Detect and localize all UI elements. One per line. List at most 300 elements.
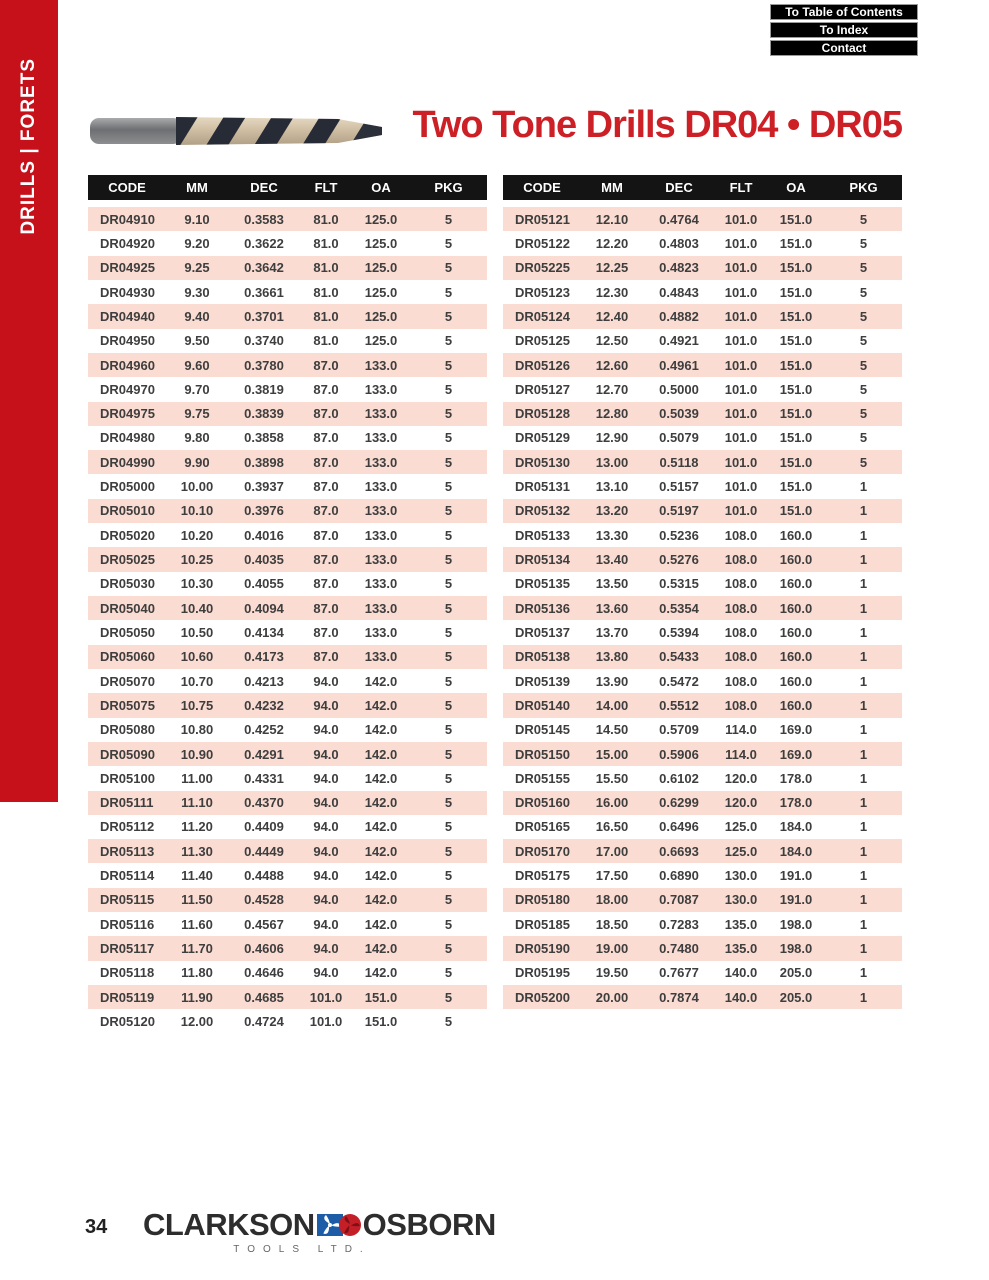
- table-row: [503, 499, 902, 523]
- table-cell: 1: [859, 746, 868, 762]
- table-cell: 101.0: [724, 503, 758, 519]
- table-cell: DR05165: [515, 819, 570, 835]
- table-cell: 0.5000: [659, 381, 699, 397]
- table-cell: 101.0: [724, 284, 758, 300]
- table-cell: 142.0: [364, 941, 398, 957]
- table-row: [88, 693, 487, 717]
- table-cell: DR04930: [100, 284, 155, 300]
- table-cell: 10.25: [180, 552, 214, 568]
- table-cell: 151.0: [779, 454, 813, 470]
- table-cell: 101.0: [309, 1013, 343, 1029]
- table-cell: 191.0: [779, 868, 813, 884]
- table-cell: DR05113: [100, 843, 155, 859]
- table-cell: 101.0: [724, 357, 758, 373]
- table-cell: 133.0: [364, 624, 398, 640]
- table-cell: DR05117: [100, 941, 155, 957]
- table-cell: 0.4882: [659, 308, 699, 324]
- table-cell: 1: [859, 600, 868, 616]
- table-row: [503, 547, 902, 571]
- table-cell: 94.0: [313, 673, 339, 689]
- table-row: [503, 353, 902, 377]
- table-cell: 0.5394: [659, 624, 699, 640]
- table-cell: 5: [444, 211, 453, 227]
- column-header-pkg: PKG: [434, 180, 463, 195]
- table-row: [503, 645, 902, 669]
- table-cell: 87.0: [313, 576, 339, 592]
- table-cell: 13.70: [595, 624, 629, 640]
- table-cell: 15.00: [595, 746, 629, 762]
- table-cell: 178.0: [779, 770, 813, 786]
- table-cell: 125.0: [364, 308, 398, 324]
- table-cell: 11.70: [181, 941, 213, 957]
- table-cell: 125.0: [364, 284, 398, 300]
- table-cell: 87.0: [313, 454, 339, 470]
- table-cell: DR05000: [100, 479, 155, 495]
- table-cell: 151.0: [779, 235, 813, 251]
- table-cell: 0.6890: [659, 868, 699, 884]
- table-cell: 0.4370: [244, 795, 284, 811]
- table-cell: 13.30: [595, 527, 629, 543]
- table-cell: DR05190: [515, 941, 570, 957]
- table-cell: 5: [859, 381, 868, 397]
- table-cell: 5: [444, 552, 453, 568]
- table-cell: 0.4528: [244, 892, 284, 908]
- table-cell: DR05132: [515, 503, 570, 519]
- table-cell: 0.4961: [659, 357, 699, 373]
- table-row: [503, 936, 902, 960]
- column-header-code: CODE: [108, 180, 146, 195]
- table-cell: 198.0: [779, 941, 813, 957]
- table-cell: 101.0: [724, 308, 758, 324]
- table-cell: 142.0: [364, 892, 398, 908]
- table-cell: 151.0: [779, 260, 813, 276]
- table-cell: DR05010: [100, 503, 155, 519]
- table-cell: 1: [859, 916, 868, 932]
- table-cell: DR05050: [100, 624, 155, 640]
- table-cell: 142.0: [364, 722, 398, 738]
- table-cell: 5: [444, 406, 453, 422]
- table-cell: 0.5197: [659, 503, 699, 519]
- table-cell: 5: [859, 284, 868, 300]
- table-cell: 10.00: [180, 479, 214, 495]
- column-header-dec: DEC: [665, 180, 693, 195]
- table-row: [503, 742, 902, 766]
- company-logo: [143, 1208, 496, 1242]
- table-cell: 0.4921: [659, 333, 699, 349]
- table-cell: 0.3819: [244, 381, 284, 397]
- table-cell: 5: [444, 916, 453, 932]
- column-header-pkg: PKG: [849, 180, 878, 195]
- table-cell: 151.0: [364, 989, 398, 1005]
- nav-table-of-contents-button[interactable]: To Table of Contents: [770, 4, 918, 20]
- table-cell: DR05134: [515, 552, 570, 568]
- table-row: [503, 912, 902, 936]
- table-cell: 87.0: [313, 600, 339, 616]
- table-row: [88, 547, 487, 571]
- table-cell: 0.4764: [659, 211, 699, 227]
- table-cell: 130.0: [724, 892, 758, 908]
- table-cell: 19.50: [595, 965, 629, 981]
- table-row: [88, 936, 487, 960]
- table-cell: 9.70: [184, 381, 210, 397]
- table-cell: 160.0: [779, 600, 813, 616]
- table-row: [88, 572, 487, 596]
- table-cell: 10.60: [180, 649, 214, 665]
- table-cell: 125.0: [724, 843, 758, 859]
- table-cell: 125.0: [724, 819, 758, 835]
- table-cell: 5: [444, 941, 453, 957]
- table-cell: 0.5118: [659, 454, 699, 470]
- table-row: [503, 839, 902, 863]
- table-cell: 1: [859, 965, 868, 981]
- table-cell: DR04990: [100, 454, 155, 470]
- table-cell: 5: [444, 649, 453, 665]
- page-number: 34: [85, 1216, 108, 1238]
- table-cell: 87.0: [313, 649, 339, 665]
- nav-index-button[interactable]: To Index: [770, 22, 918, 38]
- table-cell: 133.0: [364, 454, 398, 470]
- table-cell: 133.0: [364, 479, 398, 495]
- table-cell: 11.10: [181, 795, 213, 811]
- table-cell: 125.0: [364, 333, 398, 349]
- table-cell: 0.3898: [244, 454, 284, 470]
- table-cell: DR05150: [515, 746, 570, 762]
- table-cell: DR05070: [100, 673, 155, 689]
- table-row: [503, 863, 902, 887]
- table-cell: 10.30: [180, 576, 214, 592]
- table-cell: 1: [859, 576, 868, 592]
- table-cell: 12.50: [595, 333, 629, 349]
- table-row: [88, 304, 487, 328]
- table-cell: 5: [444, 795, 453, 811]
- table-cell: DR05119: [100, 989, 155, 1005]
- table-cell: 151.0: [779, 284, 813, 300]
- table-cell: 5: [859, 357, 868, 373]
- table-cell: 160.0: [779, 576, 813, 592]
- table-cell: 160.0: [779, 527, 813, 543]
- table-cell: 0.3740: [244, 333, 284, 349]
- table-row: [503, 888, 902, 912]
- table-cell: 5: [444, 697, 453, 713]
- table-row: [88, 402, 487, 426]
- table-cell: DR04975: [100, 406, 155, 422]
- table-cell: 94.0: [313, 965, 339, 981]
- table-row: [88, 888, 487, 912]
- table-cell: 5: [444, 479, 453, 495]
- table-cell: 10.70: [180, 673, 214, 689]
- table-cell: 101.0: [309, 989, 343, 1005]
- table-cell: 5: [444, 308, 453, 324]
- table-row: [88, 426, 487, 450]
- table-cell: DR05185: [515, 916, 570, 932]
- table-cell: DR04925: [100, 260, 155, 276]
- table-cell: 12.90: [595, 430, 629, 446]
- table-cell: 205.0: [779, 965, 813, 981]
- table-row: [503, 718, 902, 742]
- column-header-dec: DEC: [250, 180, 278, 195]
- table-cell: 5: [444, 430, 453, 446]
- table-cell: 0.3661: [244, 284, 284, 300]
- table-row: [503, 329, 902, 353]
- table-row: [503, 474, 902, 498]
- table-cell: 9.25: [184, 260, 210, 276]
- column-header-oa: OA: [371, 180, 391, 195]
- table-cell: 13.40: [595, 552, 629, 568]
- drill-table-dr04: [88, 175, 487, 1034]
- column-header-flt: FLT: [729, 180, 753, 195]
- table-cell: DR05180: [515, 892, 570, 908]
- table-cell: 16.00: [595, 795, 629, 811]
- table-cell: 125.0: [364, 211, 398, 227]
- table-cell: 12.10: [595, 211, 629, 227]
- table-row: [503, 572, 902, 596]
- column-header-code: CODE: [523, 180, 561, 195]
- table-body: [88, 207, 487, 1034]
- table-cell: 94.0: [313, 941, 339, 957]
- table-cell: 1: [859, 649, 868, 665]
- nav-contact-button[interactable]: Contact: [770, 40, 918, 56]
- table-cell: 1: [859, 479, 868, 495]
- table-cell: DR04960: [100, 357, 155, 373]
- table-cell: 1: [859, 770, 868, 786]
- table-cell: 14.00: [595, 697, 629, 713]
- table-row: [503, 256, 902, 280]
- table-cell: 5: [444, 600, 453, 616]
- table-cell: 11.30: [181, 843, 213, 859]
- table-row: [503, 426, 902, 450]
- table-row: [88, 499, 487, 523]
- table-cell: DR05060: [100, 649, 155, 665]
- table-cell: 0.4646: [244, 965, 284, 981]
- table-cell: 0.4055: [244, 576, 284, 592]
- table-cell: 130.0: [724, 868, 758, 884]
- table-cell: 151.0: [779, 430, 813, 446]
- table-cell: DR05139: [515, 673, 570, 689]
- table-cell: DR05127: [515, 381, 570, 397]
- table-cell: 0.5276: [659, 552, 699, 568]
- table-cell: DR04970: [100, 381, 155, 397]
- column-header-flt: FLT: [314, 180, 338, 195]
- table-cell: 0.4488: [244, 868, 284, 884]
- table-row: [88, 791, 487, 815]
- table-cell: 5: [859, 454, 868, 470]
- table-cell: 0.4252: [244, 722, 284, 738]
- table-cell: 151.0: [779, 357, 813, 373]
- table-cell: 151.0: [364, 1013, 398, 1029]
- table-cell: 9.20: [184, 235, 210, 251]
- table-cell: 1: [859, 624, 868, 640]
- table-cell: 9.40: [184, 308, 210, 324]
- table-row: [503, 766, 902, 790]
- table-cell: 142.0: [364, 868, 398, 884]
- table-cell: 0.3839: [244, 406, 284, 422]
- table-cell: 0.5472: [659, 673, 699, 689]
- table-cell: 94.0: [313, 868, 339, 884]
- table-header: [88, 175, 487, 200]
- table-cell: DR05111: [100, 795, 154, 811]
- table-cell: 133.0: [364, 381, 398, 397]
- table-cell: 13.60: [595, 600, 629, 616]
- table-cell: 0.4724: [244, 1013, 284, 1029]
- table-cell: 142.0: [364, 965, 398, 981]
- table-cell: DR05112: [100, 819, 155, 835]
- table-cell: DR05160: [515, 795, 570, 811]
- table-cell: 12.40: [595, 308, 629, 324]
- table-cell: DR05075: [100, 697, 155, 713]
- table-cell: 0.4016: [244, 527, 284, 543]
- table-cell: 12.30: [595, 284, 629, 300]
- table-cell: 135.0: [724, 916, 758, 932]
- table-cell: 0.4823: [659, 260, 699, 276]
- table-cell: 0.5157: [659, 479, 699, 495]
- table-cell: 87.0: [313, 406, 339, 422]
- table-cell: 0.7874: [659, 989, 699, 1005]
- table-row: [503, 693, 902, 717]
- table-row: [503, 523, 902, 547]
- table-cell: 133.0: [364, 576, 398, 592]
- table-cell: 5: [859, 430, 868, 446]
- table-cell: 0.3976: [244, 503, 284, 519]
- table-cell: 5: [444, 965, 453, 981]
- table-cell: 11.80: [181, 965, 213, 981]
- table-cell: 0.5512: [659, 697, 699, 713]
- table-cell: DR05140: [515, 697, 570, 713]
- table-cell: 0.4449: [244, 843, 284, 859]
- table-cell: 1: [859, 843, 868, 859]
- table-row: [88, 231, 487, 255]
- table-cell: 108.0: [724, 552, 758, 568]
- table-cell: 133.0: [364, 503, 398, 519]
- table-cell: 114.0: [725, 722, 757, 738]
- table-cell: 9.50: [184, 333, 210, 349]
- table-cell: DR05137: [515, 624, 570, 640]
- table-row: [88, 815, 487, 839]
- table-cell: 10.90: [180, 746, 214, 762]
- table-cell: 87.0: [313, 430, 339, 446]
- table-cell: 0.4213: [244, 673, 284, 689]
- table-cell: DR05138: [515, 649, 570, 665]
- table-body: [503, 207, 902, 1009]
- table-cell: DR05126: [515, 357, 570, 373]
- table-cell: 20.00: [595, 989, 629, 1005]
- table-cell: 0.6496: [659, 819, 699, 835]
- table-cell: 11.20: [181, 819, 213, 835]
- table-cell: 133.0: [364, 552, 398, 568]
- table-row: [503, 620, 902, 644]
- table-cell: DR05120: [100, 1013, 155, 1029]
- table-cell: 87.0: [313, 503, 339, 519]
- table-cell: 133.0: [364, 600, 398, 616]
- table-cell: 0.3937: [244, 479, 284, 495]
- table-cell: 142.0: [364, 819, 398, 835]
- table-cell: DR05128: [515, 406, 570, 422]
- table-cell: 10.80: [180, 722, 214, 738]
- table-cell: 0.7283: [659, 916, 699, 932]
- table-row: [88, 377, 487, 401]
- table-cell: 13.10: [595, 479, 629, 495]
- table-cell: DR05114: [100, 868, 155, 884]
- drill-table-dr05: [503, 175, 902, 1009]
- table-cell: 5: [859, 235, 868, 251]
- table-row: [88, 256, 487, 280]
- table-cell: 5: [444, 260, 453, 276]
- table-cell: DR05123: [515, 284, 570, 300]
- table-cell: 5: [444, 235, 453, 251]
- table-cell: 87.0: [313, 527, 339, 543]
- table-cell: 151.0: [779, 503, 813, 519]
- table-cell: 108.0: [724, 624, 758, 640]
- table-cell: DR04980: [100, 430, 155, 446]
- table-cell: 12.25: [595, 260, 629, 276]
- table-cell: DR05020: [100, 527, 155, 543]
- table-cell: 81.0: [313, 308, 339, 324]
- table-cell: 151.0: [779, 406, 813, 422]
- table-cell: 19.00: [595, 941, 629, 957]
- table-cell: 5: [859, 308, 868, 324]
- table-cell: 133.0: [364, 357, 398, 373]
- table-cell: DR04950: [100, 333, 155, 349]
- table-cell: 0.6102: [659, 770, 699, 786]
- table-cell: 0.5315: [659, 576, 699, 592]
- table-cell: 5: [444, 1013, 453, 1029]
- table-cell: 87.0: [313, 357, 339, 373]
- table-cell: 0.3583: [244, 211, 284, 227]
- table-cell: 0.4567: [244, 916, 284, 932]
- table-cell: 142.0: [364, 843, 398, 859]
- table-cell: 1: [859, 989, 868, 1005]
- table-cell: 140.0: [724, 989, 758, 1005]
- table-cell: 11.50: [181, 892, 213, 908]
- table-cell: 12.00: [180, 1013, 214, 1029]
- table-cell: 101.0: [724, 235, 758, 251]
- table-cell: DR05130: [515, 454, 570, 470]
- table-cell: 1: [859, 868, 868, 884]
- table-row: [88, 961, 487, 985]
- table-row: [88, 450, 487, 474]
- table-cell: DR05125: [515, 333, 570, 349]
- table-cell: DR05131: [515, 479, 570, 495]
- table-cell: 87.0: [313, 381, 339, 397]
- table-cell: 142.0: [364, 746, 398, 762]
- table-row: [503, 596, 902, 620]
- table-row: [88, 912, 487, 936]
- table-cell: 0.4685: [244, 989, 284, 1005]
- table-cell: 18.50: [595, 916, 629, 932]
- table-cell: DR04920: [100, 235, 155, 251]
- table-cell: 11.00: [181, 770, 213, 786]
- table-cell: 5: [444, 333, 453, 349]
- table-cell: 108.0: [724, 673, 758, 689]
- table-cell: DR05122: [515, 235, 570, 251]
- table-cell: 1: [859, 503, 868, 519]
- table-cell: 12.60: [595, 357, 629, 373]
- table-cell: 0.3858: [244, 430, 284, 446]
- table-cell: 0.3780: [244, 357, 284, 373]
- table-cell: 94.0: [313, 795, 339, 811]
- table-cell: 81.0: [313, 235, 339, 251]
- table-cell: 120.0: [724, 770, 758, 786]
- table-cell: 0.5354: [659, 600, 699, 616]
- brand-subtitle: TOOLS LTD.: [233, 1244, 371, 1255]
- table-cell: 10.75: [180, 697, 214, 713]
- table-row: [503, 207, 902, 231]
- table-cell: DR05136: [515, 600, 570, 616]
- table-cell: 1: [859, 941, 868, 957]
- sidebar-section-label: DRILLS | FORETS: [18, 57, 39, 235]
- table-cell: DR05170: [515, 843, 570, 859]
- table-cell: DR05175: [515, 868, 570, 884]
- pinwheel-logo-icon: [316, 1212, 362, 1238]
